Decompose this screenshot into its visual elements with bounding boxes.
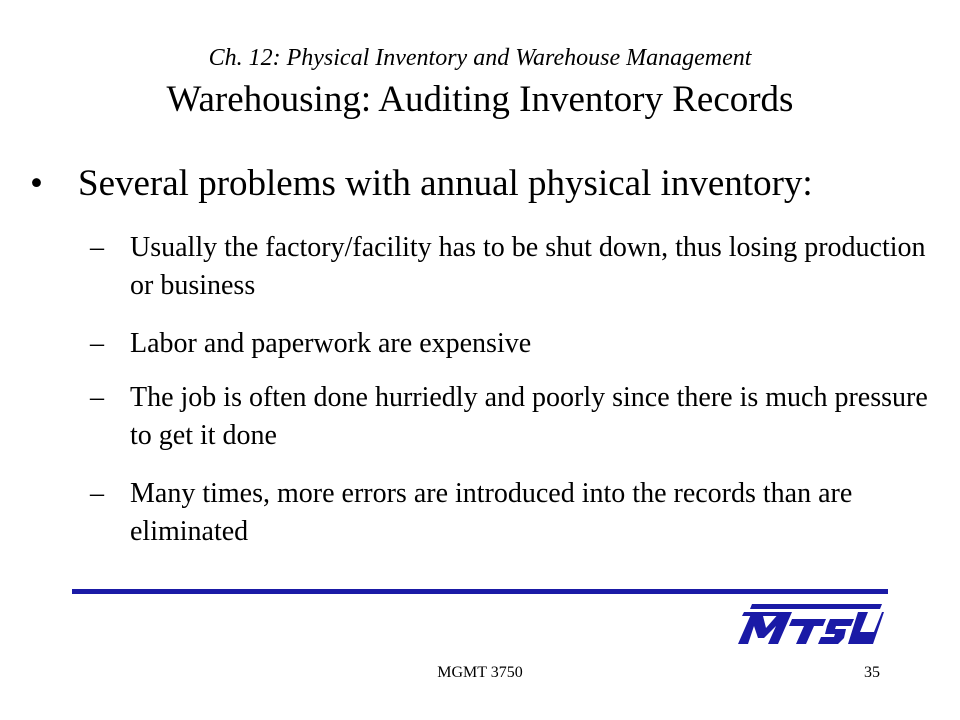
footer-course: MGMT 3750: [437, 664, 523, 681]
main-bullet-text: Several problems with annual physical inventory:: [78, 163, 813, 204]
sub-bullet-text: Usually the factory/facility has to be shut down, thus losing production or business: [130, 232, 926, 301]
dash-icon: –: [90, 478, 104, 509]
sub-bullet-text: Labor and paperwork are expensive: [130, 328, 532, 359]
mtsu-logo-icon: [722, 602, 884, 646]
dash-icon: –: [90, 382, 104, 413]
dash-icon: –: [90, 232, 104, 263]
divider-rule: [72, 589, 888, 594]
bullet-dot-icon: •: [30, 163, 43, 204]
page-number: 35: [864, 664, 880, 681]
slide-title: Warehousing: Auditing Inventory Records: [166, 79, 794, 120]
dash-icon: –: [90, 328, 104, 359]
chapter-subtitle: Ch. 12: Physical Inventory and Warehouse Management: [208, 45, 752, 71]
sub-bullet-text: The job is often done hurriedly and poorly since there is much pressure to get it done: [130, 382, 928, 451]
sub-bullet-text: Many times, more errors are introduced into the records than are eliminated: [130, 478, 853, 547]
